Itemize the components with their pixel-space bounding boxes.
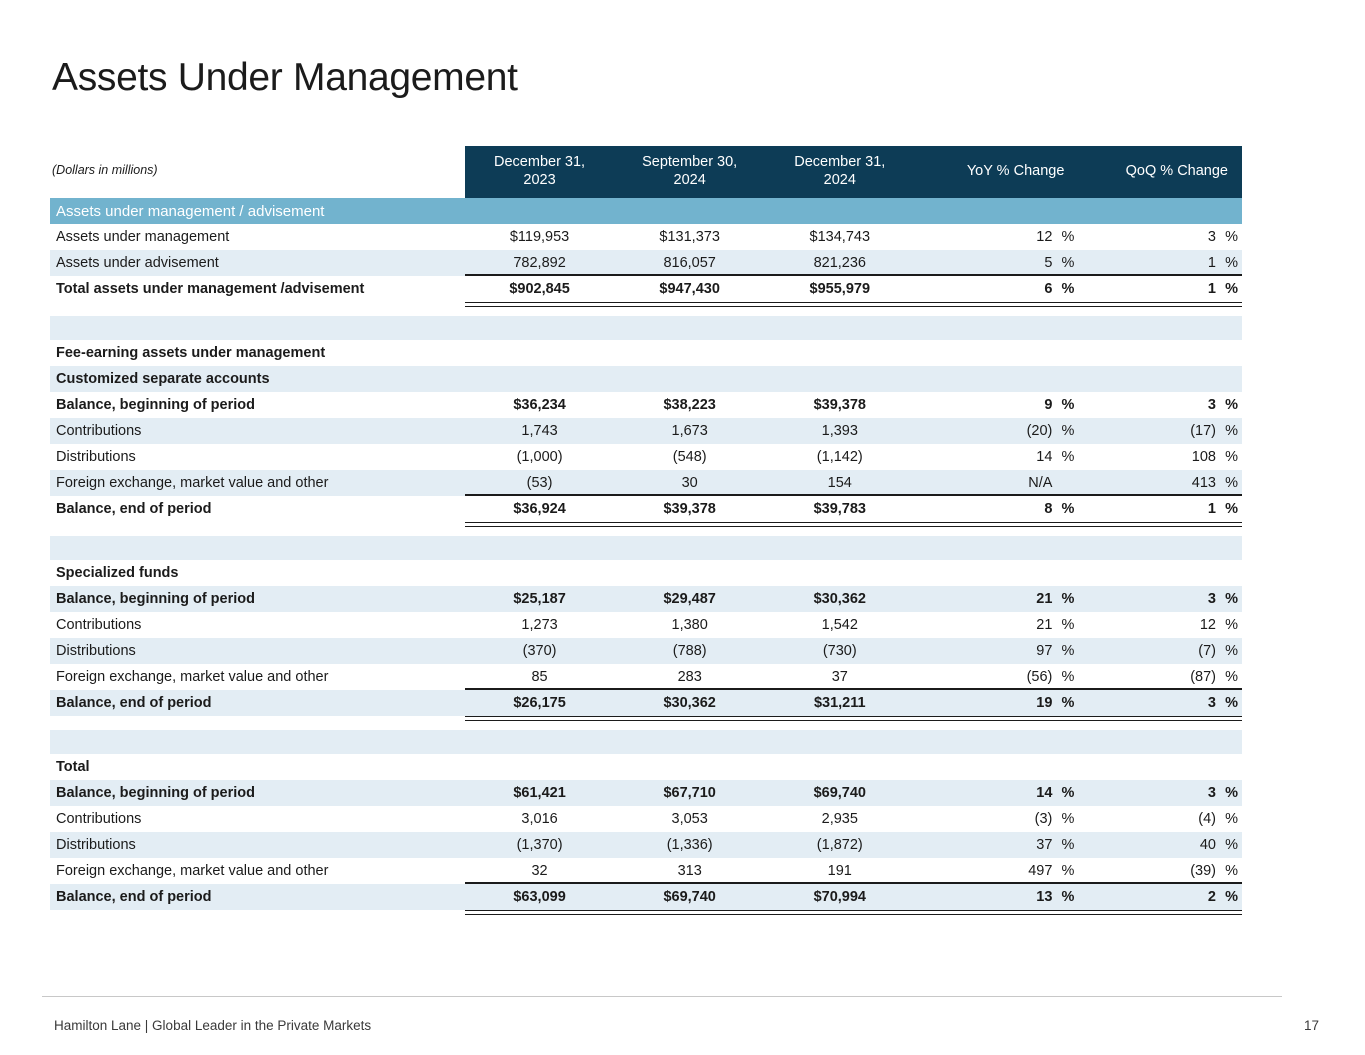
row-yoy-value: 12 bbox=[1036, 229, 1053, 245]
row-value-sep2024: $69,740 bbox=[615, 884, 765, 910]
row-value-sep2024: 816,057 bbox=[615, 250, 765, 276]
aum-table bbox=[50, 146, 1242, 910]
row-yoy-value: 9 bbox=[1044, 397, 1053, 413]
row-qoq-symbol: % bbox=[1225, 643, 1238, 659]
table-row bbox=[50, 470, 1242, 496]
empty-cell bbox=[465, 754, 615, 780]
row-spacer-shaded bbox=[50, 536, 1242, 560]
table-row bbox=[50, 612, 1242, 638]
row-yoy bbox=[915, 690, 1079, 716]
row-yoy-value: 19 bbox=[1036, 695, 1053, 711]
row-qoq bbox=[1078, 858, 1242, 884]
row-value-dec2024: $30,362 bbox=[765, 586, 915, 612]
row-yoy bbox=[915, 806, 1079, 832]
row-label: Balance, end of period bbox=[50, 496, 465, 522]
row-yoy-symbol: % bbox=[1061, 397, 1075, 413]
row-value-dec2023: $119,953 bbox=[465, 224, 615, 250]
column-header-line2: 2024 bbox=[673, 172, 706, 188]
row-qoq-symbol: % bbox=[1225, 229, 1238, 245]
row-value-dec2023: $36,234 bbox=[465, 392, 615, 418]
row-yoy-value: N/A bbox=[1028, 475, 1053, 491]
row-value-dec2024: 154 bbox=[765, 470, 915, 496]
row-label: Distributions bbox=[50, 832, 465, 858]
empty-cell bbox=[1078, 560, 1242, 586]
row-value-dec2023: $25,187 bbox=[465, 586, 615, 612]
row-label: Balance, beginning of period bbox=[50, 586, 465, 612]
row-qoq bbox=[1078, 612, 1242, 638]
row-qoq-value: 12 bbox=[1199, 617, 1216, 633]
section-label: Total bbox=[50, 754, 465, 780]
row-qoq bbox=[1078, 276, 1242, 302]
row-qoq-symbol: % bbox=[1225, 669, 1238, 685]
row-yoy-symbol: % bbox=[1061, 617, 1075, 633]
row-value-dec2024: $70,994 bbox=[765, 884, 915, 910]
empty-cell bbox=[765, 366, 915, 392]
row-qoq bbox=[1078, 690, 1242, 716]
row-yoy bbox=[915, 664, 1079, 690]
row-yoy-symbol: % bbox=[1061, 229, 1075, 245]
row-yoy-symbol: % bbox=[1061, 863, 1075, 879]
row-yoy bbox=[915, 392, 1079, 418]
empty-cell bbox=[915, 754, 1079, 780]
empty-cell bbox=[465, 366, 615, 392]
row-value-sep2024: $30,362 bbox=[615, 690, 765, 716]
row-yoy-symbol: % bbox=[1061, 643, 1075, 659]
row-qoq bbox=[1078, 806, 1242, 832]
row-qoq-value: 108 bbox=[1191, 449, 1216, 465]
row-label: Total assets under management /advisement bbox=[50, 276, 465, 302]
table-row-total bbox=[50, 690, 1242, 716]
row-value-dec2023: (1,000) bbox=[465, 444, 615, 470]
row-qoq-value: (87) bbox=[1190, 669, 1216, 685]
row-qoq-symbol: % bbox=[1225, 889, 1238, 905]
row-yoy bbox=[915, 832, 1079, 858]
table-row bbox=[50, 832, 1242, 858]
spacer-cell bbox=[50, 316, 1242, 340]
row-qoq-symbol: % bbox=[1225, 397, 1238, 413]
empty-cell bbox=[765, 754, 915, 780]
row-yoy-symbol: % bbox=[1061, 837, 1075, 853]
empty-cell bbox=[465, 340, 615, 366]
row-value-dec2024: (1,872) bbox=[765, 832, 915, 858]
empty-cell bbox=[615, 366, 765, 392]
row-value-dec2024: $39,378 bbox=[765, 392, 915, 418]
empty-cell bbox=[615, 560, 765, 586]
row-yoy-value: (20) bbox=[1026, 423, 1053, 439]
empty-cell bbox=[1078, 366, 1242, 392]
row-label: Contributions bbox=[50, 806, 465, 832]
table-row bbox=[50, 250, 1242, 276]
row-yoy-value: 21 bbox=[1036, 591, 1053, 607]
row-yoy-symbol: % bbox=[1061, 695, 1075, 711]
table-row-total bbox=[50, 496, 1242, 522]
empty-cell bbox=[915, 366, 1079, 392]
row-yoy bbox=[915, 444, 1079, 470]
row-yoy-symbol: % bbox=[1061, 423, 1075, 439]
row-yoy-value: 8 bbox=[1044, 501, 1053, 517]
table-row bbox=[50, 444, 1242, 470]
row-value-dec2024: $31,211 bbox=[765, 690, 915, 716]
table-row bbox=[50, 638, 1242, 664]
row-value-sep2024: $39,378 bbox=[615, 496, 765, 522]
row-value-dec2024: $134,743 bbox=[765, 224, 915, 250]
table-row-total bbox=[50, 884, 1242, 910]
units-note: (Dollars in millions) bbox=[50, 146, 465, 198]
row-value-dec2024: $955,979 bbox=[765, 276, 915, 302]
row-qoq-symbol: % bbox=[1225, 695, 1238, 711]
row-value-sep2024: 3,053 bbox=[615, 806, 765, 832]
row-qoq-symbol: % bbox=[1225, 617, 1238, 633]
row-yoy-value: 97 bbox=[1036, 643, 1053, 659]
row-yoy-symbol: % bbox=[1061, 591, 1075, 607]
column-header-dec-2023 bbox=[465, 146, 615, 198]
column-header-line1: December 31, bbox=[494, 154, 586, 171]
row-value-dec2023: 782,892 bbox=[465, 250, 615, 276]
row-yoy bbox=[915, 858, 1079, 884]
row-yoy-symbol: % bbox=[1061, 811, 1075, 827]
table-row bbox=[50, 858, 1242, 884]
row-label: Balance, beginning of period bbox=[50, 392, 465, 418]
row-qoq-value: 1 bbox=[1207, 501, 1216, 517]
row-yoy-symbol: % bbox=[1061, 449, 1075, 465]
row-qoq-value: 2 bbox=[1207, 889, 1216, 905]
empty-cell bbox=[915, 340, 1079, 366]
row-value-dec2023: $36,924 bbox=[465, 496, 615, 522]
row-qoq bbox=[1078, 884, 1242, 910]
section-header-fee-earning bbox=[50, 340, 1242, 366]
row-yoy bbox=[915, 884, 1079, 910]
row-qoq bbox=[1078, 418, 1242, 444]
column-header-line1: September 30, bbox=[642, 154, 738, 171]
section-label: Customized separate accounts bbox=[50, 366, 465, 392]
section-band-aum bbox=[50, 198, 1242, 224]
row-value-dec2023: 3,016 bbox=[465, 806, 615, 832]
row-yoy bbox=[915, 780, 1079, 806]
row-yoy-value: 14 bbox=[1036, 449, 1053, 465]
row-value-dec2024: 1,542 bbox=[765, 612, 915, 638]
spacer-cell bbox=[50, 536, 1242, 560]
row-qoq bbox=[1078, 638, 1242, 664]
row-qoq-value: 40 bbox=[1199, 837, 1216, 853]
row-yoy-value: 6 bbox=[1044, 281, 1053, 297]
row-value-dec2024: (730) bbox=[765, 638, 915, 664]
row-label: Balance, beginning of period bbox=[50, 780, 465, 806]
row-value-dec2023: (370) bbox=[465, 638, 615, 664]
empty-cell bbox=[465, 560, 615, 586]
row-value-sep2024: 30 bbox=[615, 470, 765, 496]
row-qoq bbox=[1078, 470, 1242, 496]
row-qoq-symbol: % bbox=[1225, 837, 1238, 853]
row-value-dec2024: $69,740 bbox=[765, 780, 915, 806]
row-yoy bbox=[915, 586, 1079, 612]
row-yoy-value: 14 bbox=[1036, 785, 1053, 801]
row-label: Contributions bbox=[50, 612, 465, 638]
row-qoq-value: 3 bbox=[1207, 229, 1216, 245]
row-label: Balance, end of period bbox=[50, 690, 465, 716]
row-qoq-value: 3 bbox=[1207, 785, 1216, 801]
table-row bbox=[50, 806, 1242, 832]
column-header-sep-2024 bbox=[615, 146, 765, 198]
row-yoy-value: (56) bbox=[1026, 669, 1053, 685]
row-value-dec2023: $61,421 bbox=[465, 780, 615, 806]
row-qoq bbox=[1078, 392, 1242, 418]
row-label: Foreign exchange, market value and other bbox=[50, 664, 465, 690]
section-header-specialized bbox=[50, 560, 1242, 586]
row-qoq bbox=[1078, 444, 1242, 470]
table-row bbox=[50, 224, 1242, 250]
row-yoy bbox=[915, 224, 1079, 250]
row-value-dec2024: 821,236 bbox=[765, 250, 915, 276]
row-yoy bbox=[915, 612, 1079, 638]
row-qoq-value: 1 bbox=[1207, 281, 1216, 297]
row-value-sep2024: $38,223 bbox=[615, 392, 765, 418]
row-qoq-value: 1 bbox=[1207, 255, 1216, 271]
row-yoy-symbol: % bbox=[1061, 281, 1075, 297]
row-yoy-symbol: % bbox=[1061, 889, 1075, 905]
row-value-dec2023: 1,273 bbox=[465, 612, 615, 638]
row-qoq-value: 3 bbox=[1207, 591, 1216, 607]
row-qoq-symbol: % bbox=[1225, 255, 1238, 271]
table-row-total bbox=[50, 276, 1242, 302]
page-title: Assets Under Management bbox=[52, 56, 518, 99]
row-value-sep2024: $29,487 bbox=[615, 586, 765, 612]
row-value-sep2024: 1,673 bbox=[615, 418, 765, 444]
empty-cell bbox=[1078, 754, 1242, 780]
row-value-dec2023: 32 bbox=[465, 858, 615, 884]
table-header-row bbox=[50, 146, 1242, 198]
row-label: Distributions bbox=[50, 444, 465, 470]
row-qoq-value: 413 bbox=[1191, 475, 1216, 491]
row-yoy-value: 13 bbox=[1036, 889, 1053, 905]
row-label: Foreign exchange, market value and other bbox=[50, 858, 465, 884]
table-row bbox=[50, 418, 1242, 444]
row-qoq-value: 3 bbox=[1207, 397, 1216, 413]
row-value-dec2024: $39,783 bbox=[765, 496, 915, 522]
row-value-sep2024: (548) bbox=[615, 444, 765, 470]
row-yoy bbox=[915, 638, 1079, 664]
row-yoy-symbol: % bbox=[1061, 785, 1075, 801]
footer-divider bbox=[42, 996, 1282, 997]
row-qoq-value: (7) bbox=[1198, 643, 1216, 659]
row-qoq-value: (17) bbox=[1190, 423, 1216, 439]
row-value-dec2024: (1,142) bbox=[765, 444, 915, 470]
row-value-sep2024: $67,710 bbox=[615, 780, 765, 806]
row-yoy-symbol: % bbox=[1061, 669, 1075, 685]
section-band-label: Assets under management / advisement bbox=[50, 198, 1242, 224]
row-spacer-shaded bbox=[50, 730, 1242, 754]
row-value-dec2023: $26,175 bbox=[465, 690, 615, 716]
table-row bbox=[50, 664, 1242, 690]
row-yoy-value: 5 bbox=[1044, 255, 1053, 271]
row-label: Assets under management bbox=[50, 224, 465, 250]
column-header-dec-2024 bbox=[765, 146, 915, 198]
table-row bbox=[50, 586, 1242, 612]
row-value-dec2023: $63,099 bbox=[465, 884, 615, 910]
table-row bbox=[50, 780, 1242, 806]
empty-cell bbox=[765, 340, 915, 366]
row-qoq-symbol: % bbox=[1225, 475, 1238, 491]
row-yoy bbox=[915, 496, 1079, 522]
row-yoy-value: 497 bbox=[1028, 863, 1053, 879]
row-yoy bbox=[915, 418, 1079, 444]
row-value-dec2023: (1,370) bbox=[465, 832, 615, 858]
column-header-line2: 2024 bbox=[823, 172, 856, 188]
row-qoq-value: (4) bbox=[1198, 811, 1216, 827]
row-label: Assets under advisement bbox=[50, 250, 465, 276]
row-yoy-value: 37 bbox=[1036, 837, 1053, 853]
row-value-sep2024: (788) bbox=[615, 638, 765, 664]
row-qoq-symbol: % bbox=[1225, 501, 1238, 517]
row-value-sep2024: $131,373 bbox=[615, 224, 765, 250]
spacer-cell bbox=[50, 730, 1242, 754]
row-yoy-symbol: % bbox=[1061, 501, 1075, 517]
table-row bbox=[50, 392, 1242, 418]
row-value-dec2023: (53) bbox=[465, 470, 615, 496]
empty-cell bbox=[1078, 340, 1242, 366]
row-value-dec2023: 1,743 bbox=[465, 418, 615, 444]
footer-text: Hamilton Lane | Global Leader in the Private Markets bbox=[54, 1018, 372, 1033]
empty-cell bbox=[615, 754, 765, 780]
empty-cell bbox=[915, 560, 1079, 586]
row-qoq-symbol: % bbox=[1225, 811, 1238, 827]
row-spacer-shaded bbox=[50, 316, 1242, 340]
row-qoq-symbol: % bbox=[1225, 449, 1238, 465]
row-yoy bbox=[915, 276, 1079, 302]
section-header-customized bbox=[50, 366, 1242, 392]
row-label: Contributions bbox=[50, 418, 465, 444]
row-yoy bbox=[915, 470, 1079, 496]
page-number: 17 bbox=[1303, 1018, 1319, 1033]
row-value-sep2024: 313 bbox=[615, 858, 765, 884]
section-label: Fee-earning assets under management bbox=[50, 340, 465, 366]
row-qoq bbox=[1078, 780, 1242, 806]
column-header-line1: December 31, bbox=[794, 154, 886, 171]
row-value-sep2024: $947,430 bbox=[615, 276, 765, 302]
column-header-line2: 2023 bbox=[523, 172, 556, 188]
row-yoy-symbol: % bbox=[1061, 255, 1075, 271]
empty-cell bbox=[765, 560, 915, 586]
row-qoq-value: 3 bbox=[1207, 695, 1216, 711]
row-yoy bbox=[915, 250, 1079, 276]
row-qoq-symbol: % bbox=[1225, 863, 1238, 879]
row-qoq-symbol: % bbox=[1225, 591, 1238, 607]
row-qoq-symbol: % bbox=[1225, 785, 1238, 801]
row-value-dec2024: 191 bbox=[765, 858, 915, 884]
row-yoy-value: 21 bbox=[1036, 617, 1053, 633]
row-value-dec2024: 2,935 bbox=[765, 806, 915, 832]
row-value-sep2024: 1,380 bbox=[615, 612, 765, 638]
row-qoq bbox=[1078, 586, 1242, 612]
row-qoq-symbol: % bbox=[1225, 281, 1238, 297]
row-value-dec2023: 85 bbox=[465, 664, 615, 690]
row-value-sep2024: 283 bbox=[615, 664, 765, 690]
section-header-total bbox=[50, 754, 1242, 780]
row-qoq bbox=[1078, 832, 1242, 858]
row-yoy-value: (3) bbox=[1034, 811, 1053, 827]
row-value-dec2024: 1,393 bbox=[765, 418, 915, 444]
row-qoq bbox=[1078, 250, 1242, 276]
section-label: Specialized funds bbox=[50, 560, 465, 586]
empty-cell bbox=[615, 340, 765, 366]
row-qoq-symbol: % bbox=[1225, 423, 1238, 439]
row-value-dec2024: 37 bbox=[765, 664, 915, 690]
row-label: Foreign exchange, market value and other bbox=[50, 470, 465, 496]
row-qoq bbox=[1078, 224, 1242, 250]
row-label: Balance, end of period bbox=[50, 884, 465, 910]
column-header-qoq: QoQ % Change bbox=[1078, 146, 1242, 198]
row-value-sep2024: (1,336) bbox=[615, 832, 765, 858]
row-qoq bbox=[1078, 664, 1242, 690]
row-label: Distributions bbox=[50, 638, 465, 664]
row-value-dec2023: $902,845 bbox=[465, 276, 615, 302]
column-header-yoy: YoY % Change bbox=[915, 146, 1079, 198]
row-qoq-value: (39) bbox=[1190, 863, 1216, 879]
row-qoq bbox=[1078, 496, 1242, 522]
